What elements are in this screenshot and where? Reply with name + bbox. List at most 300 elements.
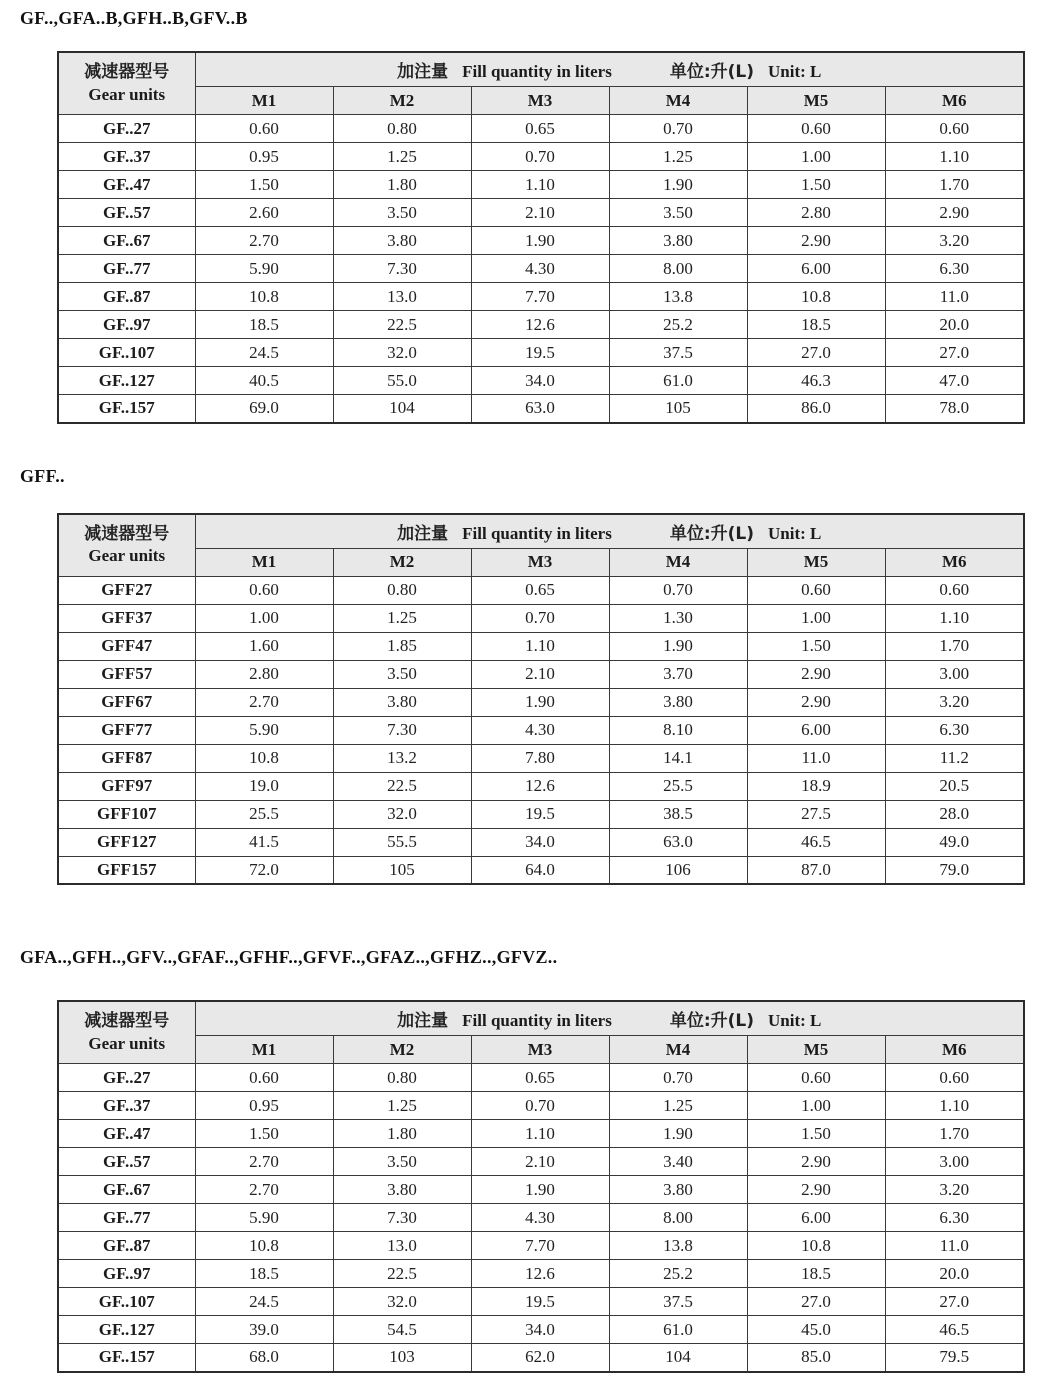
fill-quantity-value: 8.00: [609, 255, 747, 283]
gear-unit-model: GF..157: [58, 395, 195, 423]
table-row: [58, 1148, 1024, 1176]
fill-quantity-value: 7.70: [471, 1232, 609, 1260]
fill-quantity-value: 49.0: [885, 828, 1024, 856]
fill-quantity-value: 5.90: [195, 716, 333, 744]
m-column-header: M6: [885, 1036, 1024, 1064]
table-row: [58, 1204, 1024, 1232]
fill-quantity-value: 1.10: [471, 1120, 609, 1148]
fill-quantity-value: 32.0: [333, 339, 471, 367]
m-column-header: M6: [885, 548, 1024, 576]
fill-quantity-value: 55.5: [333, 828, 471, 856]
m-column-header: M3: [471, 1036, 609, 1064]
gear-unit-model: GFF47: [58, 632, 195, 660]
fill-quantity-value: 2.10: [471, 660, 609, 688]
table-row: [58, 828, 1024, 856]
gear-unit-model: GFF67: [58, 688, 195, 716]
table-row: [58, 115, 1024, 143]
fill-header-cn: 加注量: [397, 62, 449, 82]
fill-quantity-value: 3.20: [885, 227, 1024, 255]
fill-quantity-value: 0.60: [195, 576, 333, 604]
gear-unit-model: GF..67: [58, 1176, 195, 1204]
table-row: [58, 772, 1024, 800]
fill-quantity-value: 64.0: [471, 856, 609, 884]
fill-quantity-value: 7.30: [333, 255, 471, 283]
model-column-header: [58, 52, 195, 115]
fill-quantity-value: 19.5: [471, 339, 609, 367]
gear-unit-model: GF..47: [58, 171, 195, 199]
table-row: [58, 716, 1024, 744]
fill-quantity-value: 2.90: [747, 660, 885, 688]
fill-quantity-value: 37.5: [609, 1288, 747, 1316]
table-row: [58, 632, 1024, 660]
fill-quantity-value: 32.0: [333, 1288, 471, 1316]
fill-header-cn: 加注量: [397, 1011, 449, 1031]
gear-unit-model: GF..27: [58, 1064, 195, 1092]
m-column-header: M1: [195, 1036, 333, 1064]
fill-quantity-table: [57, 1000, 1025, 1373]
m-column-header: M6: [885, 87, 1024, 115]
model-header-en: Gear units: [88, 1033, 166, 1053]
table-row: [58, 311, 1024, 339]
gear-unit-model: GF..107: [58, 339, 195, 367]
fill-quantity-value: 55.0: [333, 367, 471, 395]
fill-quantity-value: 0.70: [471, 1092, 609, 1120]
fill-quantity-value: 1.70: [885, 632, 1024, 660]
fill-quantity-value: 86.0: [747, 395, 885, 423]
table-row: [58, 1176, 1024, 1204]
fill-quantity-value: 69.0: [195, 395, 333, 423]
fill-quantity-value: 0.60: [885, 115, 1024, 143]
fill-quantity-value: 1.50: [747, 171, 885, 199]
fill-quantity-value: 2.90: [885, 199, 1024, 227]
fill-quantity-value: 104: [609, 1344, 747, 1372]
fill-quantity-value: 19.5: [471, 1288, 609, 1316]
fill-quantity-value: 1.70: [885, 1120, 1024, 1148]
fill-quantity-value: 22.5: [333, 1260, 471, 1288]
fill-quantity-value: 79.0: [885, 856, 1024, 884]
gear-unit-model: GFF97: [58, 772, 195, 800]
m-column-header: M2: [333, 548, 471, 576]
fill-quantity-value: 4.30: [471, 716, 609, 744]
gear-unit-model: GF..157: [58, 1344, 195, 1372]
fill-quantity-value: 0.60: [747, 115, 885, 143]
fill-quantity-value: 3.80: [609, 227, 747, 255]
m-column-header: M1: [195, 87, 333, 115]
table-row: [58, 339, 1024, 367]
fill-quantity-value: 104: [333, 395, 471, 423]
fill-quantity-value: 2.80: [747, 199, 885, 227]
gear-unit-model: GFF87: [58, 744, 195, 772]
gear-unit-model: GF..87: [58, 283, 195, 311]
fill-quantity-value: 1.25: [333, 1092, 471, 1120]
fill-quantity-value: 7.70: [471, 283, 609, 311]
fill-quantity-value: 72.0: [195, 856, 333, 884]
model-header-en: Gear units: [88, 546, 166, 565]
fill-quantity-value: 46.3: [747, 367, 885, 395]
m-column-header: M4: [609, 87, 747, 115]
gear-unit-model: GF..127: [58, 367, 195, 395]
table-row: [58, 1260, 1024, 1288]
fill-quantity-value: 40.5: [195, 367, 333, 395]
fill-quantity-value: 45.0: [747, 1316, 885, 1344]
gear-unit-model: GFF37: [58, 604, 195, 632]
fill-quantity-value: 27.0: [747, 1288, 885, 1316]
gear-unit-model: GF..57: [58, 1148, 195, 1176]
fill-quantity-value: 6.00: [747, 716, 885, 744]
fill-quantity-value: 6.30: [885, 255, 1024, 283]
fill-quantity-value: 12.6: [471, 772, 609, 800]
m-column-header: M5: [747, 548, 885, 576]
gear-unit-model: GF..77: [58, 1204, 195, 1232]
fill-quantity-value: 11.2: [885, 744, 1024, 772]
fill-quantity-value: 10.8: [195, 283, 333, 311]
fill-quantity-value: 11.0: [747, 744, 885, 772]
fill-quantity-value: 13.8: [609, 283, 747, 311]
fill-quantity-value: 18.5: [747, 311, 885, 339]
model-column-header: [58, 1001, 195, 1064]
fill-quantity-value: 27.0: [885, 339, 1024, 367]
fill-quantity-value: 2.90: [747, 227, 885, 255]
gear-unit-model: GF..37: [58, 1092, 195, 1120]
fill-quantity-value: 2.60: [195, 199, 333, 227]
fill-quantity-value: 32.0: [333, 800, 471, 828]
gear-unit-model: GF..67: [58, 227, 195, 255]
fill-quantity-value: 1.00: [747, 1092, 885, 1120]
fill-quantity-value: 2.70: [195, 1176, 333, 1204]
m-header-row: [58, 87, 1024, 115]
fill-quantity-value: 34.0: [471, 828, 609, 856]
fill-quantity-value: 19.0: [195, 772, 333, 800]
fill-quantity-value: 61.0: [609, 1316, 747, 1344]
fill-quantity-value: 3.50: [609, 199, 747, 227]
fill-quantity-value: 85.0: [747, 1344, 885, 1372]
fill-quantity-value: 0.70: [609, 115, 747, 143]
m-column-header: M5: [747, 1036, 885, 1064]
table-row: [58, 171, 1024, 199]
fill-quantity-value: 18.9: [747, 772, 885, 800]
fill-quantity-value: 2.10: [471, 199, 609, 227]
fill-quantity-value: 8.00: [609, 1204, 747, 1232]
fill-header-en: Fill quantity in liters: [462, 62, 612, 81]
fill-quantity-section: [0, 8, 1054, 424]
fill-quantity-value: 20.5: [885, 772, 1024, 800]
fill-quantity-value: 0.65: [471, 115, 609, 143]
gear-unit-model: GF..37: [58, 143, 195, 171]
fill-quantity-value: 0.60: [747, 1064, 885, 1092]
fill-quantity-value: 1.10: [885, 143, 1024, 171]
fill-quantity-value: 3.50: [333, 1148, 471, 1176]
fill-quantity-value: 103: [333, 1344, 471, 1372]
fill-quantity-value: 1.70: [885, 171, 1024, 199]
fill-quantity-value: 27.0: [747, 339, 885, 367]
gear-unit-model: GF..57: [58, 199, 195, 227]
table-body: [58, 576, 1024, 884]
fill-quantity-value: 10.8: [747, 283, 885, 311]
sections: [0, 8, 1054, 1373]
fill-quantity-value: 0.80: [333, 115, 471, 143]
fill-quantity-value: 1.50: [195, 1120, 333, 1148]
fill-quantity-value: 68.0: [195, 1344, 333, 1372]
fill-quantity-value: 61.0: [609, 367, 747, 395]
fill-quantity-value: 11.0: [885, 1232, 1024, 1260]
fill-quantity-value: 3.00: [885, 1148, 1024, 1176]
fill-quantity-value: 34.0: [471, 367, 609, 395]
fill-quantity-value: 1.10: [471, 171, 609, 199]
fill-quantity-value: 1.25: [333, 143, 471, 171]
table-row: [58, 688, 1024, 716]
fill-quantity-value: 1.90: [609, 1120, 747, 1148]
fill-quantity-header: [195, 514, 1024, 549]
fill-quantity-value: 12.6: [471, 1260, 609, 1288]
gear-unit-model: GFF157: [58, 856, 195, 884]
fill-quantity-value: 6.30: [885, 716, 1024, 744]
fill-header-cn: 加注量: [397, 523, 449, 544]
table-row: [58, 199, 1024, 227]
fill-quantity-value: 20.0: [885, 1260, 1024, 1288]
fill-quantity-value: 0.70: [471, 143, 609, 171]
gear-unit-model: GFF107: [58, 800, 195, 828]
fill-header-en: Fill quantity in liters: [462, 1011, 612, 1030]
fill-quantity-value: 1.50: [747, 1120, 885, 1148]
fill-quantity-value: 0.95: [195, 1092, 333, 1120]
section-title: GF..,GFA..B,GFH..B,GFV..B: [20, 8, 248, 28]
fill-quantity-value: 1.00: [747, 143, 885, 171]
fill-quantity-value: 2.70: [195, 688, 333, 716]
fill-quantity-table: [57, 51, 1025, 424]
fill-quantity-value: 5.90: [195, 1204, 333, 1232]
gear-unit-model: GF..97: [58, 311, 195, 339]
fill-quantity-value: 0.60: [195, 115, 333, 143]
m-column-header: M3: [471, 87, 609, 115]
fill-quantity-value: 1.90: [609, 171, 747, 199]
table-row: [58, 576, 1024, 604]
fill-quantity-value: 46.5: [885, 1316, 1024, 1344]
m-column-header: M5: [747, 87, 885, 115]
fill-quantity-value: 22.5: [333, 772, 471, 800]
fill-quantity-value: 1.50: [195, 171, 333, 199]
fill-quantity-value: 27.5: [747, 800, 885, 828]
table-row: [58, 1344, 1024, 1372]
fill-quantity-value: 0.65: [471, 1064, 609, 1092]
gear-unit-model: GFF27: [58, 576, 195, 604]
fill-quantity-value: 19.5: [471, 800, 609, 828]
fill-quantity-value: 0.70: [609, 1064, 747, 1092]
table-row: [58, 1316, 1024, 1344]
fill-quantity-value: 2.10: [471, 1148, 609, 1176]
fill-quantity-value: 13.2: [333, 744, 471, 772]
fill-quantity-value: 1.90: [471, 227, 609, 255]
fill-quantity-value: 3.00: [885, 660, 1024, 688]
table-header-row-top: [58, 514, 1024, 549]
fill-quantity-value: 3.50: [333, 199, 471, 227]
unit-header-cn: 单位:升(L): [669, 62, 755, 82]
gear-unit-model: GFF127: [58, 828, 195, 856]
fill-quantity-value: 0.70: [609, 576, 747, 604]
fill-quantity-header: [195, 1001, 1024, 1036]
fill-quantity-value: 1.10: [471, 632, 609, 660]
fill-quantity-value: 39.0: [195, 1316, 333, 1344]
table-row: [58, 367, 1024, 395]
fill-quantity-value: 1.80: [333, 1120, 471, 1148]
fill-quantity-value: 13.0: [333, 1232, 471, 1260]
fill-quantity-value: 24.5: [195, 1288, 333, 1316]
fill-quantity-value: 0.80: [333, 1064, 471, 1092]
unit-header-cn: 单位:升(L): [669, 523, 755, 544]
table-row: [58, 1092, 1024, 1120]
fill-quantity-value: 27.0: [885, 1288, 1024, 1316]
fill-quantity-value: 3.80: [333, 1176, 471, 1204]
fill-quantity-value: 13.0: [333, 283, 471, 311]
fill-quantity-header: [195, 52, 1024, 87]
fill-quantity-value: 78.0: [885, 395, 1024, 423]
fill-quantity-value: 62.0: [471, 1344, 609, 1372]
fill-quantity-value: 0.95: [195, 143, 333, 171]
unit-header-en: Unit: L: [768, 62, 822, 81]
fill-quantity-value: 10.8: [195, 744, 333, 772]
fill-quantity-value: 54.5: [333, 1316, 471, 1344]
fill-quantity-value: 18.5: [195, 1260, 333, 1288]
fill-quantity-value: 34.0: [471, 1316, 609, 1344]
fill-quantity-value: 1.90: [609, 632, 747, 660]
unit-header-cn: 单位:升(L): [669, 1011, 755, 1031]
fill-quantity-value: 2.90: [747, 1148, 885, 1176]
m-column-header: M2: [333, 1036, 471, 1064]
m-header-row: [58, 548, 1024, 576]
fill-quantity-value: 25.2: [609, 1260, 747, 1288]
fill-quantity-value: 28.0: [885, 800, 1024, 828]
gear-unit-model: GF..107: [58, 1288, 195, 1316]
fill-quantity-value: 2.80: [195, 660, 333, 688]
fill-quantity-value: 5.90: [195, 255, 333, 283]
fill-quantity-value: 10.8: [747, 1232, 885, 1260]
table-row: [58, 744, 1024, 772]
fill-quantity-value: 2.90: [747, 688, 885, 716]
fill-quantity-value: 37.5: [609, 339, 747, 367]
fill-quantity-value: 0.60: [885, 1064, 1024, 1092]
gear-unit-model: GFF77: [58, 716, 195, 744]
model-header-cn: 减速器型号: [84, 62, 170, 83]
fill-quantity-value: 63.0: [609, 828, 747, 856]
fill-quantity-value: 0.60: [885, 576, 1024, 604]
fill-quantity-value: 7.30: [333, 716, 471, 744]
fill-quantity-value: 4.30: [471, 255, 609, 283]
fill-quantity-value: 7.30: [333, 1204, 471, 1232]
fill-quantity-value: 41.5: [195, 828, 333, 856]
table-row: [58, 1064, 1024, 1092]
fill-quantity-table: [57, 513, 1025, 886]
m-column-header: M3: [471, 548, 609, 576]
fill-header-en: Fill quantity in liters: [462, 523, 612, 543]
table-row: [58, 227, 1024, 255]
fill-quantity-value: 3.80: [609, 688, 747, 716]
fill-quantity-value: 1.50: [747, 632, 885, 660]
fill-quantity-value: 4.30: [471, 1204, 609, 1232]
table-row: [58, 660, 1024, 688]
gear-unit-model: GF..87: [58, 1232, 195, 1260]
fill-quantity-value: 14.1: [609, 744, 747, 772]
fill-quantity-value: 1.25: [609, 143, 747, 171]
table-row: [58, 604, 1024, 632]
gear-unit-model: GF..77: [58, 255, 195, 283]
fill-quantity-value: 0.80: [333, 576, 471, 604]
fill-quantity-value: 3.20: [885, 688, 1024, 716]
section-title: GFA..,GFH..,GFV..,GFAF..,GFHF..,GFVF..,GFAZ..,GFHZ..,GFVZ..: [20, 947, 558, 967]
fill-quantity-value: 1.25: [609, 1092, 747, 1120]
fill-quantity-value: 18.5: [195, 311, 333, 339]
fill-quantity-value: 79.5: [885, 1344, 1024, 1372]
fill-quantity-value: 105: [333, 856, 471, 884]
table-header-row-top: [58, 1001, 1024, 1036]
fill-quantity-value: 25.5: [609, 772, 747, 800]
gear-unit-model: GF..27: [58, 115, 195, 143]
fill-quantity-value: 2.70: [195, 227, 333, 255]
fill-quantity-value: 20.0: [885, 311, 1024, 339]
fill-quantity-value: 13.8: [609, 1232, 747, 1260]
fill-quantity-value: 46.5: [747, 828, 885, 856]
table-row: [58, 800, 1024, 828]
fill-quantity-value: 24.5: [195, 339, 333, 367]
fill-quantity-value: 3.80: [333, 688, 471, 716]
fill-quantity-value: 2.90: [747, 1176, 885, 1204]
fill-quantity-value: 12.6: [471, 311, 609, 339]
fill-quantity-value: 1.60: [195, 632, 333, 660]
fill-quantity-value: 0.65: [471, 576, 609, 604]
fill-quantity-value: 1.90: [471, 688, 609, 716]
model-header-cn: 减速器型号: [84, 523, 170, 544]
fill-quantity-value: 1.10: [885, 604, 1024, 632]
fill-quantity-value: 7.80: [471, 744, 609, 772]
fill-quantity-value: 6.00: [747, 1204, 885, 1232]
fill-quantity-value: 3.20: [885, 1176, 1024, 1204]
fill-quantity-value: 3.50: [333, 660, 471, 688]
model-header-cn: 减速器型号: [84, 1011, 170, 1032]
fill-quantity-value: 11.0: [885, 283, 1024, 311]
table-row: [58, 1232, 1024, 1260]
fill-quantity-value: 2.70: [195, 1148, 333, 1176]
fill-quantity-value: 1.85: [333, 632, 471, 660]
fill-quantity-value: 1.00: [195, 604, 333, 632]
unit-header-en: Unit: L: [768, 1011, 822, 1030]
fill-quantity-value: 47.0: [885, 367, 1024, 395]
fill-quantity-value: 8.10: [609, 716, 747, 744]
fill-quantity-section: [0, 466, 1054, 886]
table-row: [58, 1120, 1024, 1148]
fill-quantity-value: 1.90: [471, 1176, 609, 1204]
fill-quantity-value: 1.25: [333, 604, 471, 632]
fill-quantity-value: 38.5: [609, 800, 747, 828]
fill-quantity-value: 3.70: [609, 660, 747, 688]
gear-unit-model: GF..47: [58, 1120, 195, 1148]
unit-header-en: Unit: L: [768, 523, 822, 543]
table-row: [58, 255, 1024, 283]
fill-quantity-value: 0.70: [471, 604, 609, 632]
fill-quantity-value: 22.5: [333, 311, 471, 339]
fill-quantity-value: 105: [609, 395, 747, 423]
m-header-row: [58, 1036, 1024, 1064]
fill-quantity-value: 1.00: [747, 604, 885, 632]
gear-unit-model: GFF57: [58, 660, 195, 688]
table-body: [58, 1064, 1024, 1372]
section-title: GFF..: [20, 465, 65, 486]
m-column-header: M2: [333, 87, 471, 115]
fill-quantity-value: 63.0: [471, 395, 609, 423]
model-column-header: [58, 514, 195, 577]
fill-quantity-value: 3.40: [609, 1148, 747, 1176]
table-row: [58, 143, 1024, 171]
m-column-header: M1: [195, 548, 333, 576]
fill-quantity-value: 25.5: [195, 800, 333, 828]
fill-quantity-value: 1.10: [885, 1092, 1024, 1120]
